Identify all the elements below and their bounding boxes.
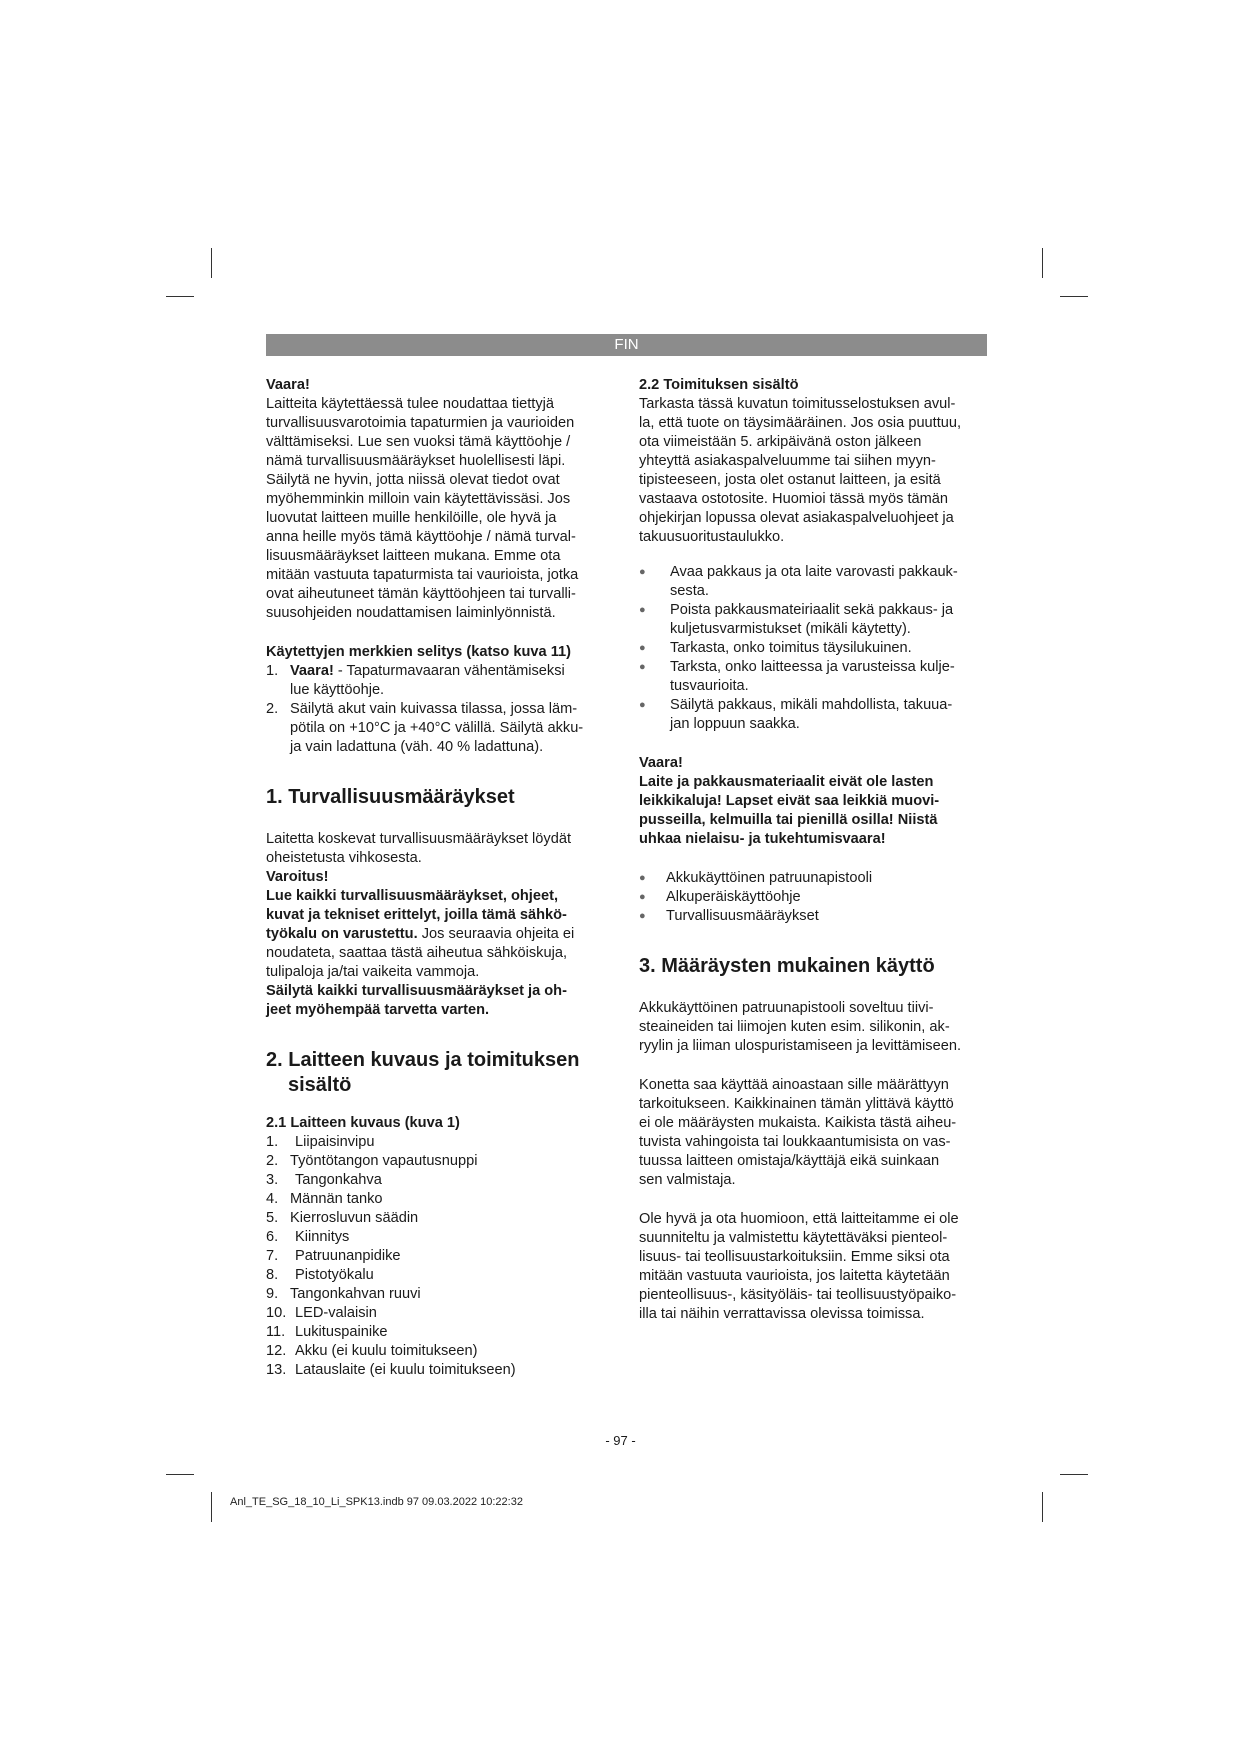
crop-mark: [1042, 248, 1043, 278]
contents-list: [639, 869, 987, 926]
list-item: ● Poista pakkausmateiriaalit sekä pakkaus- ja kuljetusvarmistukset (mikäli käytetty).: [639, 602, 954, 637]
bullet-icon: ●: [639, 604, 646, 616]
list-item: ● Alkuperäiskäyttöohje: [639, 889, 801, 905]
list-item: ● Avaa pakkaus ja ota laite varovasti pakkauk- sesta.: [639, 564, 958, 599]
list-item: 13. Latauslaite (ei kuulu toimitukseen): [266, 1362, 516, 1378]
list-item: 9. Tangonkahvan ruuvi: [266, 1286, 421, 1302]
section-3-paragraph-3: Ole hyvä ja ota huomioon, että laitteitamme ei ole suunniteltu ja valmistettu käytettäväksi pienteol- lisuus- tai teollisuustarkoituksiin. Emme siksi ota mitään vastuuta vaurioista, jos laitetta käytetään pienteollisuus-, käsityöläis- tai teollisuustyöpaiko- illa tai näihin verrattavissa olevissa toimissa.: [639, 1211, 959, 1322]
crop-mark: [166, 1474, 194, 1475]
list-item: ● Turvallisuusmääräykset: [639, 908, 819, 924]
danger-2-paragraph: Laite ja pakkausmateriaalit eivät ole lasten leikkikaluja! Lapset eivät saa leikkiä muovi- pusseilla, kelmuilla tai pienillä osilla! Niistä uhkaa nielaisu- ja tukehtumisvaara!: [639, 774, 940, 847]
list-item: ● Tarksta, onko laitteessa ja varusteissa kulje- tusvaurioita.: [639, 659, 955, 694]
section-1-intro: Laitetta koskevat turvallisuusmääräykset löydät oheistetusta vihkosesta.: [266, 831, 571, 866]
crop-mark: [211, 248, 212, 278]
left-column: [266, 376, 611, 1380]
list-item: 1. Vaara! - Tapaturmavaaran vähentämiseksi lue käyttöohje.: [266, 663, 565, 698]
list-item: 1. Liipaisinvipu: [266, 1134, 375, 1150]
list-item: 4. Männän tanko: [266, 1191, 383, 1207]
crop-mark: [166, 296, 194, 297]
crop-mark: [1060, 1474, 1088, 1475]
section-2-1-title: 2.1 Laitteen kuvaus (kuva 1): [266, 1115, 460, 1131]
section-2-2-title: 2.2 Toimituksen sisältö: [639, 377, 799, 393]
symbols-list: [266, 662, 611, 757]
bullet-icon: ●: [639, 872, 646, 884]
print-footer: Anl_TE_SG_18_10_Li_SPK13.indb 97 09.03.2022 10:22:32: [230, 1496, 523, 1508]
parts-list: [266, 1133, 611, 1380]
bullet-icon: ●: [639, 891, 646, 903]
crop-mark: [211, 1492, 212, 1522]
bullet-icon: ●: [639, 910, 646, 922]
section-3-paragraph-2: Konetta saa käyttää ainoastaan sille määrättyyn tarkoitukseen. Kaikkinainen tämän ylittävä käyttö ei ole määräysten mukaista. Kaikista tästä aiheu- tuvista vahingoista tai loukkaantumisista on vas- tuussa laitteen omistaja/käyttäjä eikä suinkaan sen valmistaja.: [639, 1077, 957, 1188]
list-item: 3. Tangonkahva: [266, 1172, 382, 1188]
list-item: ● Tarkasta, onko toimitus täysilukuinen.: [639, 640, 912, 656]
list-item: 5. Kierrosluvun säädin: [266, 1210, 419, 1226]
danger-paragraph: Laitteita käytettäessä tulee noudattaa tiettyjä turvallisuusvarotoimia tapaturmien ja vaurioiden välttämiseksi. Lue sen vuoksi tämä käyttöohje / nämä turvallisuusmääräykset huolellisesti läpi. Säilytä ne hyvin, jotta niissä olevat tiedot ovat myöhemminkin milloin vain käytettävissäsi. Jos luovutat laitteen muille henkilöille, ole hyvä ja anna heille myös tämä käyttöohje / nämä turval- lisuusmääräykset laitteen mukana. Emme ota mitään vastuuta tapaturmista tai vaurioista, jotka ovat aiheutuneet tämän käyttöohjeen tai turvalli- suusohjeiden noudattamisen laiminlyönnistä.: [266, 396, 579, 621]
bullet-icon: ●: [639, 642, 646, 654]
list-item: 8. Pistotyökalu: [266, 1267, 374, 1283]
bullet-icon: ●: [639, 699, 646, 711]
delivery-paragraph: Tarkasta tässä kuvatun toimitusselostuksen avul- la, että tuote on täysimääräinen. Jos osia puuttuu, ota viimeistään 5. arkipäivänä oston jälkeen yhteyttä asiakaspalveluumme tai siihen myyn- tipisteeseen, josta olet ostanut laitteen, ja esitä vastaava ostotosite. Huomioi tässä myös tämän ohjekirjan lopussa olevat asiakaspalveluohjeet ja takuusuoritustaulukko.: [639, 396, 962, 545]
section-1-title: 1. Turvallisuusmääräykset: [266, 786, 515, 808]
right-column: [639, 376, 987, 1324]
list-item: 2. Säilytä akut vain kuivassa tilassa, jossa läm- pötila on +10°C ja +40°C välillä. Säilytä akku- ja vain ladattuna (väh. 40 % ladattuna).: [266, 701, 584, 755]
list-item: 7. Patruunanpidike: [266, 1248, 401, 1264]
warning-title: Varoitus!: [266, 869, 329, 885]
danger-title: Vaara!: [266, 377, 310, 393]
list-item: 11. Lukituspainike: [266, 1324, 388, 1340]
section-2-title: 2. Laitteen kuvaus ja toimituksen sisältö: [266, 1049, 580, 1096]
language-header-bar: FIN: [266, 334, 987, 356]
section-3-title: 3. Määräysten mukainen käyttö: [639, 955, 935, 977]
page-number: - 97 -: [605, 1433, 636, 1448]
list-item: ● Akkukäyttöinen patruunapistooli: [639, 870, 873, 886]
list-item: 12. Akku (ei kuulu toimitukseen): [266, 1343, 478, 1359]
danger-2-title: Vaara!: [639, 755, 683, 771]
list-item: 6. Kiinnitys: [266, 1229, 350, 1245]
list-item: ● Säilytä pakkaus, mikäli mahdollista, takuua- jan loppuun saakka.: [639, 697, 953, 732]
list-item: 10. LED-valaisin: [266, 1305, 377, 1321]
bullet-icon: ●: [639, 566, 646, 578]
crop-mark: [1042, 1492, 1043, 1522]
symbols-title: Käytettyjen merkkien selitys (katso kuva 11): [266, 644, 572, 660]
list-item: 2. Työntötangon vapautusnuppi: [266, 1153, 478, 1169]
section-3-paragraph-1: Akkukäyttöinen patruunapistooli soveltuu tiivi- steaineiden tai liimojen kuten esim. silikonin, ak- ryylin ja liiman ulospuristamiseen ja levittämiseen.: [639, 1000, 962, 1054]
unpacking-steps: [639, 563, 987, 734]
crop-mark: [1060, 296, 1088, 297]
keep-instructions: Säilytä kaikki turvallisuusmääräykset ja oh- jeet myöhempää tarvetta varten.: [266, 983, 567, 1018]
bullet-icon: ●: [639, 661, 646, 673]
warning-paragraph: Lue kaikki turvallisuusmääräykset, ohjeet, kuvat ja tekniset erittelyt, joilla tämä sähkö- työkalu on varustettu. Jos seuraavia ohjeita ei noudateta, saattaa tästä aiheutua sähköiskuja, tulipaloja ja/tai vaikeita vammoja.: [266, 888, 575, 980]
